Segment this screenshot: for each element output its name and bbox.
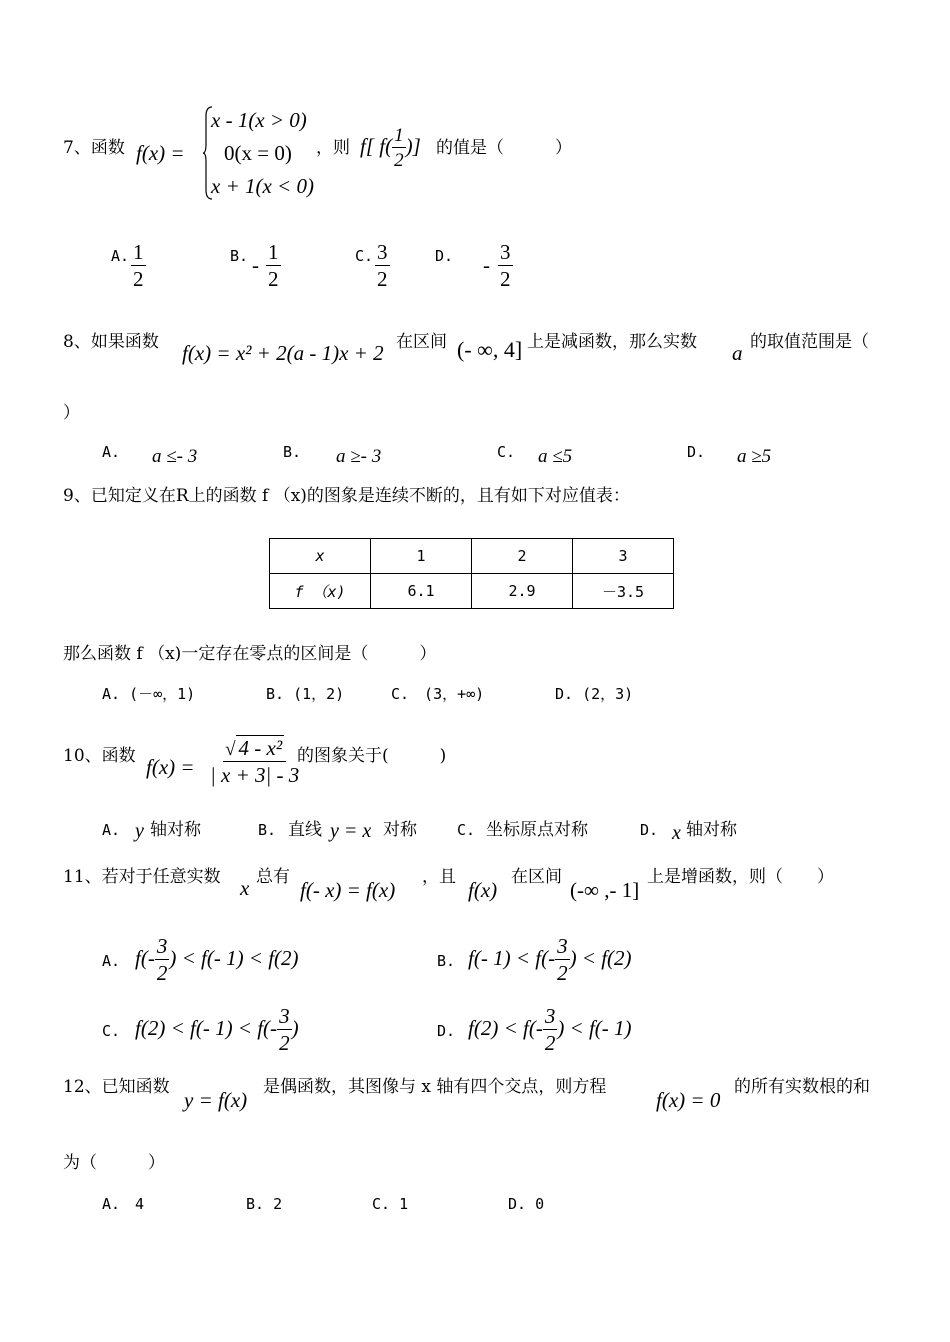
q10-option-a-var: y (135, 820, 144, 842)
q7-option-d-value: $\frac{3}{2}$ (500, 240, 511, 291)
q7-option-a-label: A. (111, 247, 130, 265)
table-header-cell: 1 (371, 539, 472, 574)
q7-option-c-label: C. (355, 247, 374, 265)
q7-then: ，则 (316, 138, 350, 158)
q10-option-c-label: C. (457, 821, 476, 839)
table-cell: －3.5 (573, 574, 674, 609)
table-header-x: x (270, 539, 371, 574)
q7-option-b-label: B. (230, 247, 249, 265)
q10-option-b-prefix: 直线 (288, 820, 322, 840)
q8-variable: a (732, 341, 743, 365)
q11-mid2: 在区间 (511, 867, 562, 887)
q8-function: f(x) = x² + 2(a - 1)x + 2 (182, 341, 384, 365)
table-cell: 6.1 (371, 574, 472, 609)
q12-tail: 的所有实数根的和 (734, 1077, 870, 1097)
q8-option-d-label: D. (687, 443, 706, 461)
q7-option-c-value: $\frac{3}{2}$ (377, 240, 388, 291)
q8-interval: (- ∞, 4] (457, 337, 523, 362)
q11-option-a-value: f(- $\frac{3}{2}$ ) < f(- 1) < f(2) (135, 934, 299, 985)
q7-case-negative: x + 1(x < 0) (211, 174, 314, 198)
q7-tail: 的值是（ ） (436, 138, 572, 158)
q8-option-c-label: C. (497, 443, 516, 461)
q9-value-table (269, 538, 674, 609)
q10-tail: 的图象关于( ) (297, 746, 447, 766)
q10-function-name: f(x) = (146, 755, 195, 779)
q11-option-d-value: f(2) < f(- $\frac{3}{2}$ ) < f(- 1) (468, 1004, 632, 1055)
q11-option-b-value: f(- 1) < f(- $\frac{3}{2}$ ) < f(2) (468, 934, 632, 985)
q8-tail: 的取值范围是（ (750, 332, 869, 352)
q9-option-a: A. (－∞，1) (102, 685, 196, 703)
q7-number: 7、函数 (63, 138, 125, 158)
q11-tail: 上是增函数，则（ ） (647, 867, 834, 887)
q9-option-c: C. (3，+∞) (391, 685, 485, 703)
q11-option-a-label: A. (102, 952, 121, 970)
q12-option-a: A. 4 (102, 1195, 145, 1213)
q9-statement: 9、已知定义在R上的函数 f （x)的图象是连续不断的，且有如下对应值表： (63, 486, 630, 506)
q7-function-name: f(x) = (136, 141, 185, 165)
q11-comma: ，且 (422, 867, 456, 887)
q11-option-d-label: D. (437, 1022, 456, 1040)
q8-close-paren: ） (63, 403, 80, 423)
q10-option-b-var: y = x (330, 820, 372, 842)
table-row-label: f （x) (270, 574, 371, 609)
q12-function: y = f(x) (184, 1088, 248, 1112)
q12-option-d: D. 0 (508, 1195, 545, 1213)
table-row (270, 574, 674, 609)
q8-mid: 在区间 (396, 332, 447, 352)
q12-option-b: B. 2 (246, 1195, 283, 1213)
q10-number: 10、函数 (63, 746, 136, 766)
q11-interval: (-∞ ,- 1] (570, 878, 640, 902)
q12-equation: f(x) = 0 (656, 1088, 721, 1112)
q7-case-zero: 0(x = 0) (224, 141, 292, 165)
q12-tail2: 为（ ） (63, 1153, 165, 1173)
table-header-cell: 2 (472, 539, 573, 574)
q9-question: 那么函数 f （x)一定存在零点的区间是（ ） (63, 644, 437, 664)
q8-option-b-value: a ≥- 3 (336, 446, 382, 467)
q11-option-b-label: B. (437, 952, 456, 970)
q10-option-b-label: B. (258, 821, 277, 839)
q8-option-c-value: a ≤5 (538, 446, 573, 467)
q8-option-b-label: B. (283, 443, 302, 461)
q12-number: 12、已知函数 (63, 1077, 170, 1097)
table-row (270, 539, 674, 574)
q10-option-a-label: A. (102, 821, 121, 839)
q10-option-d-text: 轴对称 (686, 820, 737, 840)
q8-number: 8、如果函数 (63, 332, 159, 352)
q7-expression: f[ f( $\frac{1}{2}$ )] (360, 125, 421, 171)
q12-mid: 是偶函数，其图像与 x 轴有四个交点，则方程 (263, 1077, 607, 1097)
q8-option-a-value: a ≤- 3 (152, 446, 198, 467)
q7-option-b-sign: - (252, 253, 259, 277)
q7-option-d-label: D. (435, 247, 454, 265)
q8-mid2: 上是减函数，那么实数 (527, 332, 697, 352)
q9-option-b: B. (1，2) (266, 685, 345, 703)
q11-option-c-label: C. (102, 1022, 121, 1040)
q11-variable: x (240, 876, 250, 900)
q11-number: 11、若对于任意实数 (63, 867, 221, 887)
q8-option-d-value: a ≥5 (737, 446, 772, 467)
q10-option-d-label: D. (640, 821, 659, 839)
q11-mid: 总有 (256, 867, 290, 887)
q10-option-b-text: 对称 (383, 820, 417, 840)
q7-option-d-sign: - (483, 253, 490, 277)
q11-fx: f(x) (468, 878, 498, 902)
q10-option-d-var: x (672, 822, 681, 844)
q7-option-b-value: $\frac{1}{2}$ (268, 240, 279, 291)
q7-case-positive: x - 1(x > 0) (211, 108, 307, 132)
q11-condition: f(- x) = f(x) (300, 878, 396, 902)
q12-option-c: C. 1 (372, 1195, 409, 1213)
q10-fraction: $\frac{\text{√ 4 - x²}}{| x + 3| - 3}$ (210, 736, 300, 787)
q8-option-a-label: A. (102, 443, 121, 461)
q10-option-a-text: 轴对称 (150, 820, 201, 840)
q11-option-c-value: f(2) < f(- 1) < f(- $\frac{3}{2}$ ) (135, 1004, 299, 1055)
q7-option-a-value: $\frac{1}{2}$ (133, 240, 144, 291)
q10-option-c-text: 坐标原点对称 (486, 820, 588, 840)
table-header-cell: 3 (573, 539, 674, 574)
q9-option-d: D. (2，3) (555, 685, 634, 703)
table-cell: 2.9 (472, 574, 573, 609)
